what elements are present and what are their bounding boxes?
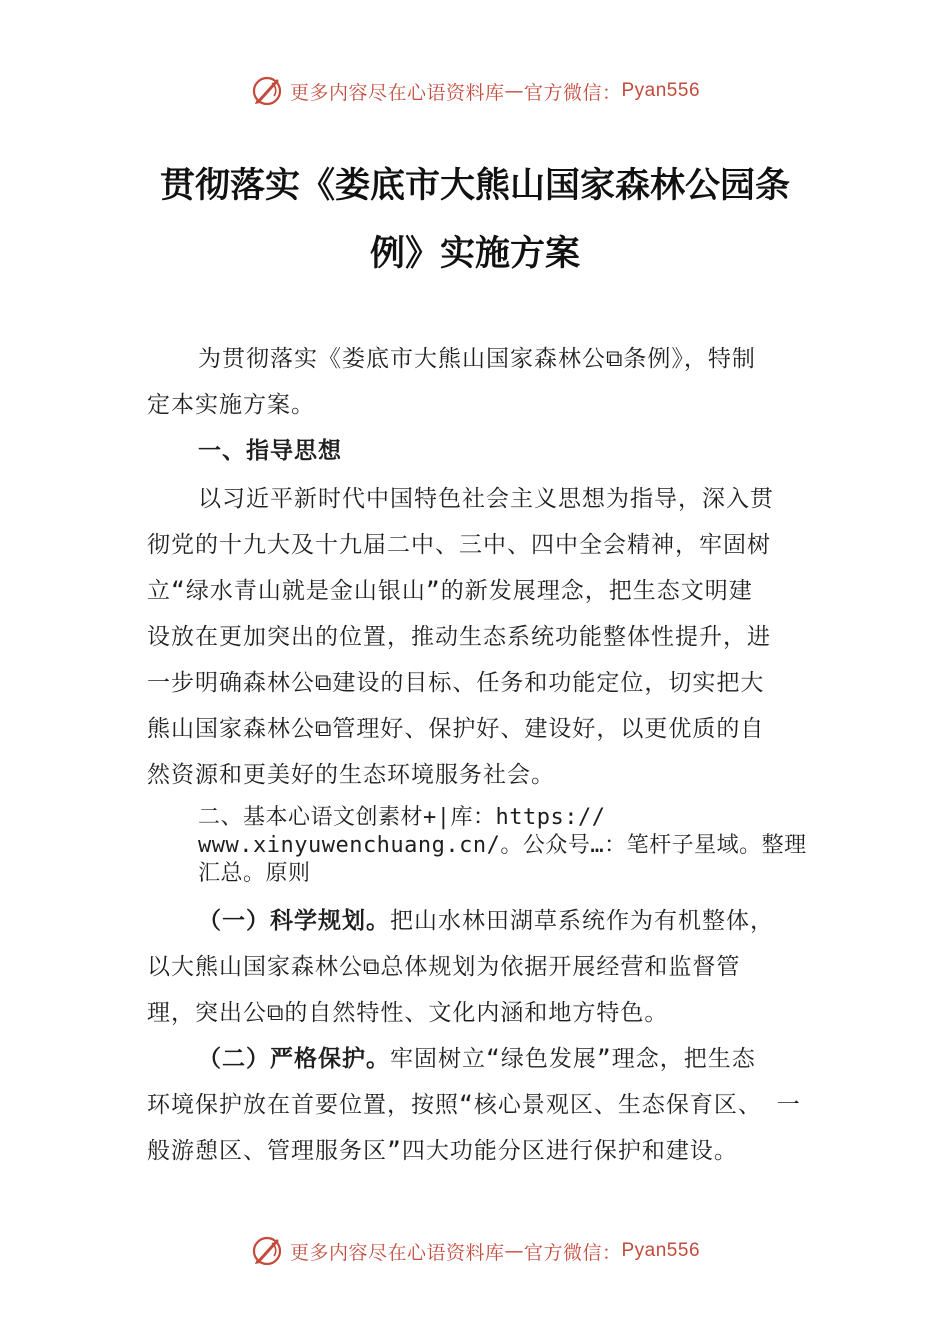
paragraph-line: 然资源和更美好的生态环境服务社会。 — [147, 762, 555, 788]
subsection-2-text: 牢固树立“绿色发展”理念，把生态 — [390, 1046, 756, 1072]
subsection-1-line-1 — [198, 902, 774, 935]
watermark-banner-bottom — [0, 1226, 950, 1276]
section-heading-1: 一、指导思想 — [198, 438, 342, 464]
section-heading-2: 二、基本心语文创素材+|库：https:// — [198, 805, 606, 830]
pen-logo-icon — [250, 1234, 284, 1268]
paragraph-line: 以大熊山国家森林公⧉总体规划为依据开展经营和监督管 — [147, 954, 741, 980]
paragraph-line: 环境保护放在首要位置，按照“核心景观区、生态保育区、 一 — [147, 1092, 801, 1118]
section-heading-2-line-3: 汇总。原则 — [198, 861, 311, 886]
watermark-banner-top — [0, 66, 950, 116]
paragraph-line: 般游憩区、管理服务区”四大功能分区进行保护和建设。 — [147, 1138, 738, 1164]
document-title-line-1: 贯彻落实《娄底市大熊山国家森林公园条 — [159, 165, 790, 206]
paragraph-line: 以习近平新时代中国特色社会主义思想为指导，深入贯 — [198, 486, 774, 512]
intro-line-1: 为贯彻落实《娄底市大熊山国家森林公⧉条例》，特制 — [198, 346, 756, 372]
subsection-1-text: 把山水林田湖草系统作为有机整体， — [390, 908, 774, 934]
intro-line-2: 定本实施方案。 — [147, 392, 315, 418]
paragraph-line: 熊山国家森林公⧉管理好、保护好、建设好，以更优质的自 — [147, 716, 765, 742]
paragraph-line: 一步明确森林公⧉建设的目标、任务和功能定位，切实把大 — [147, 670, 765, 696]
paragraph-line: 彻党的十九大及十九届二中、三中、四中全会精神，牢固树 — [147, 532, 771, 558]
document-title-line-2: 例》实施方案 — [369, 233, 580, 274]
pen-logo-icon — [250, 74, 284, 108]
subsection-1-label: （一）科学规划。 — [198, 908, 390, 934]
subsection-2-line-1 — [198, 1040, 756, 1073]
watermark-id: Pyan556 — [621, 1240, 701, 1261]
paragraph-line: 设放在更加突出的位置，推动生态系统功能整体性提升，进 — [147, 624, 771, 650]
watermark-separator: — — [504, 80, 524, 102]
paragraph-line: 立“绿水青山就是金山银山”的新发展理念，把生态文明建 — [147, 578, 753, 604]
paragraph-line: 理，突出公⧉的自然特性、文化内涵和地方特色。 — [147, 1000, 669, 1026]
watermark-label: 官方微信： — [523, 1241, 622, 1264]
watermark-label: 官方微信： — [523, 81, 622, 104]
watermark-separator: — — [504, 1240, 524, 1262]
subsection-2-label: （二）严格保护。 — [198, 1046, 390, 1072]
watermark-id: Pyan556 — [621, 80, 701, 101]
watermark-text: 更多内容尽在心语资料库 — [289, 1241, 505, 1264]
watermark-text: 更多内容尽在心语资料库 — [289, 81, 505, 104]
section-heading-2-line-2: www.xinyuwenchuang.cn/。公众号…：笔杆子星域。整理 — [198, 833, 807, 858]
